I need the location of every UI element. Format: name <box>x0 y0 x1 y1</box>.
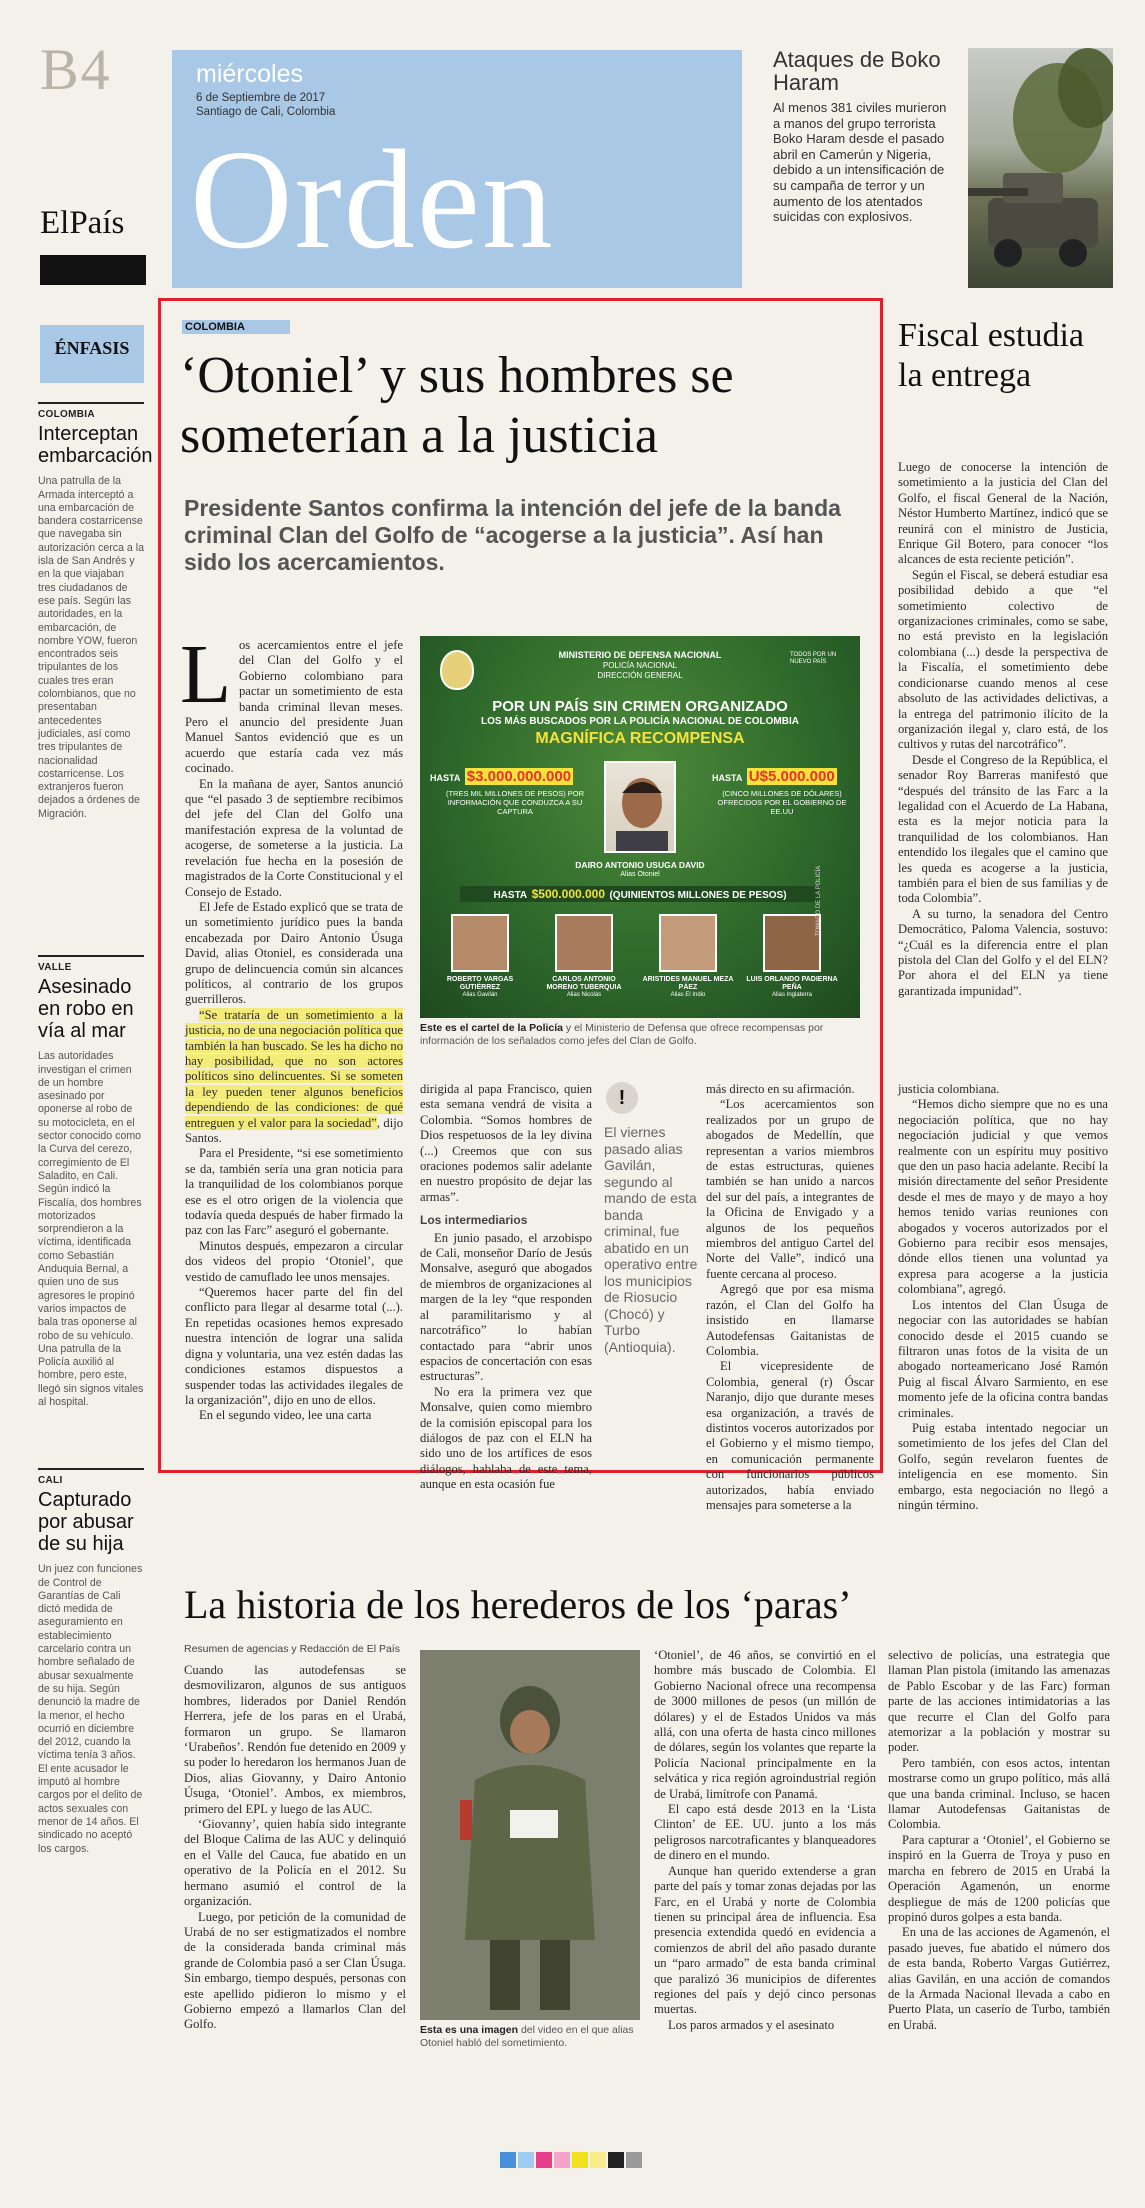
suspect-photo <box>451 914 509 972</box>
rail-headline: Interceptan embarcación <box>38 423 153 468</box>
band-reward-note: (QUINIENTOS MILLONES DE PESOS) <box>609 890 787 901</box>
suspect-alias: Alias Nicolás <box>566 992 602 998</box>
teaser-title: Ataques de Boko Haram <box>773 47 941 95</box>
rail-body: Las autoridades investigan el crimen de un hombre asesinado por oponerse al robo de su motocicleta, en el sector conocido como la Curva del cerezo, corregimiento de El Saladito, en Cali. Según indicó la Fiscalía, dos hombres motorizados sorprendieron a la víctima, identificada como Sebastián Anduquia Bernal, a quien uno de sus agresores le propinó varios impactos de bala tras oponerse al robo de su vehículo. Una patrulla de la Policía auxilió al hombre, pero este, llegó sin signos vitales al hospital. <box>38 1050 144 1409</box>
caption-lead: Este es el cartel de la Policía <box>420 1022 563 1034</box>
main-suspect-photo <box>604 761 676 853</box>
reward-poster <box>420 636 860 1018</box>
suspect-name: ROBERTO VARGAS GUTIÉRREZ <box>446 976 514 991</box>
rail-body: Una patrulla de la Armada interceptó a una embarcación de bandera costarricense que navegaba sin autorización cerca a la isla de San Andrés y en la que viajaban tres ciudadanos de ese país. Según las autoridades, en la embarcación, de nombre YOW, fueron encontrados seis tripulantes de los cuales tres eran colombianos, que no presentaban antecedentes judiciales, así como tres tripulantes de nacionalidad costarricense. Los extranjeros fueron dejados a órdenes de Migración. <box>38 475 144 820</box>
drop-cap: L <box>180 628 232 721</box>
rail-item-colombia <box>38 402 153 821</box>
suspect-name: ARISTIDES MANUEL MEZA PÁEZ <box>642 976 734 991</box>
paragraph: os acercamientos entre el jefe del Clan del Golfo y el Gobierno colombiano para pactar un sometimiento de esta banda criminal llevan meses. Pero el anuncio del presidente Juan Manuel Santos evidenció que es un acuerdo que estaría cada vez más cocinado. <box>185 638 403 776</box>
paragraph: Los paros armados y el asesinato <box>668 2017 835 2032</box>
paragraph: A su turno, la senadora del Centro Democrático, Paloma Valencia, sostuvo: “¿Cuál es la diferencia entre el plan pistola del Clan del Golfo y el del ELN? Por ahora el del ELN ya tiene garantizada impunidad”. <box>898 906 1108 998</box>
suspect-alias: Alias Inglaterra <box>771 992 813 998</box>
teaser-body: Al menos 381 civiles murieron a manos del grupo terrorista Boko Haram desde el pasado abril en Camerún y Nigeria, debido a un intensificación de su campaña de terror y un aumento de los atentados suicidas con explosivos. <box>773 100 947 225</box>
section-title: Orden <box>190 120 555 278</box>
suspect-photo <box>659 914 717 972</box>
paragraph: Pero también, con esos actos, intentan mostrarse como un grupo político, más allá que una banda criminal. Incluso, se hacen llamar Autodefensas Gaitanistas de Colombia. <box>888 1755 1110 1832</box>
paragraph: más directo en su afirmación. <box>706 1082 855 1096</box>
caption-text: del video en el que alias Otoniel habló del sometimiento. <box>420 2024 634 2049</box>
rail-headline: Capturado por abusar de su hija <box>38 1489 134 1556</box>
left-reward <box>430 768 600 816</box>
paragraph: Desde el Congreso de la República, el senador Roy Barreras manifestó que “después del tránsito de las Farc a la legalidad con el Acuerdo de La Habana, esta es la mejor noticia para la tranquilidad de los colombianos. Han entendido los ilegales que el camino que les queda es acogerse a la justicia, también para el bien de sus familias y de toda Colombia”. <box>898 752 1108 906</box>
paragraph: Para el Presidente, “si ese sometimiento se da, también sería una gran noticia para la tranquilidad de los colombianos porque ese es el otro origen de la violencia que todavía queda después de haber firmado la paz con las Farc” aseguró el gobernante. <box>185 1146 403 1238</box>
right-reward <box>712 768 852 816</box>
right-reward-amount: U$5.000.000 <box>748 768 835 785</box>
section-banner <box>172 50 742 288</box>
masthead-date: 6 de Septiembre de 2017 <box>196 92 326 104</box>
paragraph: justicia colombiana. <box>898 1082 1000 1096</box>
paragraph: Luego de conocerse la intención de sometimiento a la justicia del Clan del Golfo, el fiscal General de la Nación, Néstor Humberto Martínez, indicó que se reunirá con el ministro de Justicia, Enrique Gil Botero, para conocer “los alcances de esta reciente petición”. <box>898 460 1108 567</box>
paragraph: En junio pasado, el arzobispo de Cali, monseñor Darío de Jesús Monsalve, aseguró que abogados de miembros de organizaciones al margen de la ley “que responden al paramilitarismo y al narcotráfico” lo habían contactado para “abrir unos espacios de concertación con esas estructuras”. <box>420 1230 592 1384</box>
paragraph: Los intentos del Clan Úsuga de negociar con las autoridades se habían conocido desde el 2015 cuando se filtraron unas fotos de la visita de un abogado norteamericano José Ramón Puig al fiscal Álvaro Sarmiento, en ese momento jefe de la oficina contra bandas criminales. <box>898 1297 1108 1420</box>
paragraph: El capo está desde 2013 en la ‘Lista Clinton’ de EE. UU. junto a los más peligrosos narcotraficantes y blanqueadores de dinero en el mundo. <box>654 1802 876 1863</box>
rail-section: VALLE <box>38 962 72 973</box>
right-reward-note: (CINCO MILLONES DE DÓLARES) OFRECIDOS POR EL GOBIERNO DE EE.UU <box>717 789 847 816</box>
suspect-alias: Alias Gavilán <box>462 992 498 998</box>
suspect-alias: Alias El Indio <box>670 992 706 998</box>
band-reward <box>460 886 820 902</box>
color-swatch <box>518 2152 534 2168</box>
main-col-2 <box>420 1082 592 1493</box>
fiscal-headline: Fiscal estudia la entrega <box>898 317 1085 394</box>
band-reward-amount: $500.000.000 <box>531 887 606 901</box>
brand-logo: ElPaís <box>40 205 125 241</box>
teaser-photo <box>968 48 1113 288</box>
quote-attribution: , dijo Santos. <box>185 1115 404 1145</box>
paras-col-1 <box>184 1663 406 2033</box>
brand-bar <box>40 255 146 285</box>
suspect-card-1 <box>434 914 526 998</box>
fiscal-body <box>898 460 1108 999</box>
rail-section: COLOMBIA <box>38 409 95 420</box>
page-number: B4 <box>40 37 112 102</box>
paragraph: Minutos después, empezaron a circular dos videos del propio ‘Otoniel’, que vestido de camuflado lee unos mensajes. <box>185 1238 403 1284</box>
paragraph: Para capturar a ‘Otoniel’, el Gobierno se inspiró en la Guerra de Troya y puso en marcha en febrero de 2015 en Urabá la Operación Agamenón, un enorme despliegue de más de 1200 policías que propinó duros golpes a esta banda. <box>888 1832 1110 1924</box>
paragraph: Según el Fiscal, se deberá estudiar esa posibilidad debido a que “el sometimiento colectivo de organizaciones criminales, como se sabe, no está previsto en la legislación colombiana (...) desde la perspectiva de la Fiscalía, el sometimiento debe condicionarse cuando menos al cese absoluto de las actividades delictivas, a la entrega del patrimonio ilícito de la organización ilegal y, claro está, de los cultivos y rutas del narcotráfico”. <box>898 567 1108 752</box>
band-reward-prefix: HASTA <box>493 890 528 901</box>
paragraph: Luego, por petición de la comunidad de Urabá de no ser estigmatizados el nombre de la considerada banda criminal más grande de Colombia pasó a ser Clan Úsuga. Sin embargo, tiempo después, personas con este apellido pidieron lo mismo y el Gobierno empezó a llamarlos Clan del Golfo. <box>184 1909 406 2032</box>
color-swatch <box>608 2152 624 2168</box>
rail-item-valle <box>38 955 144 1409</box>
subhead: Los intermediarios <box>420 1213 528 1228</box>
main-suspect-name: DAIRO ANTONIO USUGA DAVID <box>575 860 705 870</box>
paras-headline: La historia de los herederos de los ‘paras’ <box>184 1582 852 1627</box>
print-color-bar <box>500 2152 660 2168</box>
paragraph: dirigida al papa Francisco, quien esta semana vendrá de visita a Colombia. “Somos hombres de Dios respetuosos de la ley divina (...) Creemos que con sus oraciones podemos salir adelante en nuestro propósito de dejar las armas”. <box>420 1082 592 1204</box>
left-reward-prefix: HASTA <box>430 773 461 783</box>
left-reward-note: (TRES MIL MILLONES DE PESOS) POR INFORMACIÓN QUE CONDUZCA A SU CAPTURA <box>445 789 585 816</box>
color-swatch <box>500 2152 516 2168</box>
main-col-1 <box>185 638 403 1424</box>
rail-section: CALI <box>38 1475 63 1486</box>
paragraph <box>185 1008 403 1147</box>
rail-divider <box>38 955 144 957</box>
rail-divider <box>38 1468 144 1470</box>
rail-label: ÉNFASIS <box>54 338 130 358</box>
paragraph: “Queremos hacer parte del fin del conflicto para llegar al desarme total (...). En repetidas ocasiones hemos expresado nuestra intención de lograr una salida digna y voluntaria, una vez estén dadas las condiciones estamos dispuestos a suspender todas las actividades ilegales de la organización”, dijo en uno de ellos. <box>185 1285 403 1407</box>
paras-col-3 <box>888 1648 1110 2033</box>
paragraph: ‘Giovanny’, quien había sido integrante del Bloque Calima de las AUC y delinquió en el Valle del Cauca, fue abatido en un operativo de la Policía en el 2012. Su hermano asumió el control de la organización. <box>184 1817 406 1909</box>
paragraph: En el segundo video, lee una carta <box>199 1408 372 1423</box>
color-swatch <box>572 2152 588 2168</box>
color-swatch <box>626 2152 642 2168</box>
poster-direction: DIRECCIÓN GENERAL <box>597 671 683 680</box>
main-deck: Presidente Santos confirma la intención del jefe de la banda criminal Clan del Golfo de “acogerse a la justicia”. Así han sido los acercamientos. <box>184 495 841 575</box>
paragraph: En la mañana de ayer, Santos anunció que “el pasado 3 de septiembre recibimos del jefe del Clan del Golfo una manifestación expresa de la voluntad de acogerse, de someterse a la justicia. La revelación fue hecha en la posesión de magistrados de la Corte Constitucional y el Consejo de Estado. <box>185 776 403 899</box>
paragraph: El vicepresidente de Colombia, general (r) Óscar Naranjo, dijo que durante meses esa organización, a través de distintos voceros autorizados por el Gobierno y el mismo tiempo, en comunicación permanente con funcionarios públicos autorizados, había enviado mensajes para someterse a la <box>706 1359 874 1512</box>
masthead-day: miércoles <box>196 60 303 88</box>
drop-cap-spacer <box>185 638 239 712</box>
color-swatch <box>536 2152 552 2168</box>
pull-quote: El viernes pasado alias Gavilán, segundo al mando de esta banda criminal, fue abatido en un operativo entre los municipios de Riosucio (Chocó) y Turbo (Antioquia). <box>604 1124 698 1355</box>
color-swatch <box>554 2152 570 2168</box>
suspect-photo <box>763 914 821 972</box>
suspect-name: LUIS ORLANDO PADIERNA PEÑA <box>746 976 838 991</box>
right-reward-prefix: HASTA <box>712 773 743 783</box>
color-swatch <box>590 2152 606 2168</box>
rail-item-cali <box>38 1468 144 1856</box>
poster-caption <box>420 1022 860 1048</box>
poster-line-2: LOS MÁS BUSCADOS POR LA POLICÍA NACIONAL DE COLOMBIA <box>481 716 799 727</box>
suspect-card-3 <box>642 914 734 998</box>
suspect-card-4 <box>746 914 838 998</box>
photo-caption <box>420 2024 640 2050</box>
poster-line-3: MAGNÍFICA RECOMPENSA <box>535 730 745 747</box>
paragraph: selectivo de policías, una estrategia que llaman Plan pistola (imitando las amenazas de Pablo Escobar y de las Farc) forman parte de las acciones intimidatorias a las que recurre el Clan del Golfo para atemorizar a la población y mostrar su poder. <box>888 1648 1110 1755</box>
paragraph: En una de las acciones de Agamenón, el pasado jueves, fue abatido el número dos de esta banda, Roberto Vargas Gutiérrez, alias Gavilán, en una acción de comandos de la Armada Nacional llevada a cabo en Puerto Plata, un caserío de Turbo, también en Urabá. <box>888 1925 1110 2032</box>
caption-text: y el Ministerio de Defensa que ofrece recompensas por información de los señalados como jefes del Clan de Golfo. <box>420 1022 824 1047</box>
main-headline: ‘Otoniel’ y sus hombres se someterían a la justicia <box>180 347 734 464</box>
caption-lead: Esta es una imagen <box>420 2024 519 2036</box>
suspect-photo <box>555 914 613 972</box>
paragraph: Agregó que por esa misma razón, el Clan del Golfo ha insistido en llamarse Autodefensas Gaitanistas de Colombia. <box>706 1282 874 1358</box>
rail-headline: Asesinado en robo en vía al mar <box>38 976 134 1043</box>
paragraph: Cuando las autodefensas se desmovilizaron, algunos de sus antiguos hombres, liderados por Daniel Rendón Herrera, jefe de los paras en el Urabá, formaron un grupo. Se llamaron ‘Urabeños’. Rendón fue detenido en 2009 y su poder lo heredaron los hermanos Juan de Dios, alias Giovanny, y Dairo Antonio Úsuga, ‘Otoniel’. Ambos, ex miembros, primero del EPL y luego de las AUC. <box>184 1663 406 1816</box>
paragraph: “Hemos dicho siempre que no es una negociación política, que no hay negociación judicial y que vemos realmente con un espíritu muy positivo que den un paso hacia adelante. Recibí la misión directamente del señor Presidente desde el mes de mayo y de mayo a hoy hemos tenido varias reuniones con abogados y voceros autorizados por el Gobierno para recibir esos mensajes, dónde ellos tienen una voluntad ya expresa para acogerse a la justicia colombiana”, agregó. <box>898 1097 1108 1297</box>
masthead-city: Santiago de Cali, Colombia <box>196 106 336 118</box>
left-reward-amount: $3.000.000.000 <box>466 768 572 785</box>
kicker: COLOMBIA <box>185 321 245 333</box>
paras-col-2 <box>654 1648 876 2033</box>
paragraph: Aunque han querido extenderse a gran parte del país y tomar zonas dejadas por las Farc, en el Urabá y norte de Colombia tienen su principal área de influencia. Esa presencia extendida quedó en evidencia a comienzos de abril del año pasado durante un “paro armado” de esta banda criminal que paralizó 36 municipios de diferentes regiones del país y dejó cinco personas muertas. <box>654 1863 876 2017</box>
paragraph: Puig estaba intentado negociar un sometimiento de los jefes del Clan del Golfo, según revelaron fuentes de inteligencia en ese momento. Sin embargo, esta negociación no llegó a ningún término. <box>898 1420 1108 1512</box>
paragraph: El Jefe de Estado explicó que se trata de un sometimiento jurídico pues la banda encabezada por Dairo Antonio Úsuga David, alias Otoniel, es considerada una grupo de delincuencia común sin alcances políticos, al contrario de los grupos guerrilleros. <box>185 899 403 1007</box>
paragraph: “Los acercamientos son realizados por un grupo de abogados de Medellín, que representan a varios miembros de estas estructuras, quienes también se han unido a narcos del sur del país, a integrantes de la Oficina de Envigado y a algunos de los pequeños miembros del antiguo Cartel del Norte del Valle”, indicó una fuente cercana al proceso. <box>706 1097 874 1281</box>
paragraph: No era la primera vez que Monsalve, quien como miembro de la comisión episcopal para los diálogos de paz con el ELN ha sido uno de los artífices de esos diálogos, hablaba de este tema, aunque en esta ocasión fue <box>420 1384 592 1492</box>
main-col-3 <box>706 1082 874 1513</box>
highlighted-quote: “Se trataría de un sometimiento a la justicia, no de una negociación política que también la han buscado. Se les ha dicho no hay posibilidad, que no son actores políticos sino delincuentes. Si se someten la ley pueden tener algunos beneficios dependiendo de las condiciones: de qué entreguen y el valor para la sociedad” <box>185 1007 403 1130</box>
poster-police: POLICÍA NACIONAL <box>602 661 678 670</box>
suspect-card-2 <box>538 914 630 998</box>
paragraph: ‘Otoniel’, de 46 años, se convirtió en el hombre más buscado de Colombia. El Gobierno Nacional ofrece una recompensa de 3000 millones de pesos (un millón de dólares) y el de Estados Unidos va más allá, con una oferta de hasta cinco millones de dólares, según los volantes que reparte la Policía Nacional principalmente en la selvática y rica región agroindustrial región de Urabá, limítrofe con Panamá. <box>654 1648 876 1801</box>
main-suspect-alias: Alias Otoniel <box>620 871 660 878</box>
paras-byline: Resumen de agencias y Redacción de El País <box>184 1643 400 1655</box>
poster-credit: TOMADO DE LA POLICÍA <box>816 865 822 936</box>
fiscal-continuation <box>898 1082 1108 1513</box>
suspect-name: CARLOS ANTONIO MORENO TUBERQUIA <box>546 976 622 991</box>
poster-slogan-tag: TODOS POR UN NUEVO PAÍS <box>790 652 837 665</box>
rail-divider <box>38 402 144 404</box>
otoniel-video-photo <box>420 1650 640 2020</box>
poster-ministry: MINISTERIO DE DEFENSA NACIONAL <box>558 650 722 660</box>
alert-icon: ! <box>606 1082 638 1114</box>
poster-line-1: POR UN PAÍS SIN CRIMEN ORGANIZADO <box>492 698 788 715</box>
rail-body: Un juez con funciones de Control de Garantías de Cali dictó medida de aseguramiento en establecimiento carcelario contra un hombre señalado de abusar sexualmente de su hija. Según denunció la madre de la menor, el hecho ocurrió en diciembre del 2012, cuando la víctima tenía 3 años. El ente acusador le imputó al hombre cargos por el delito de actos sexuales con menor de 14 años. El sindicado no aceptó los cargos. <box>38 1563 143 1855</box>
